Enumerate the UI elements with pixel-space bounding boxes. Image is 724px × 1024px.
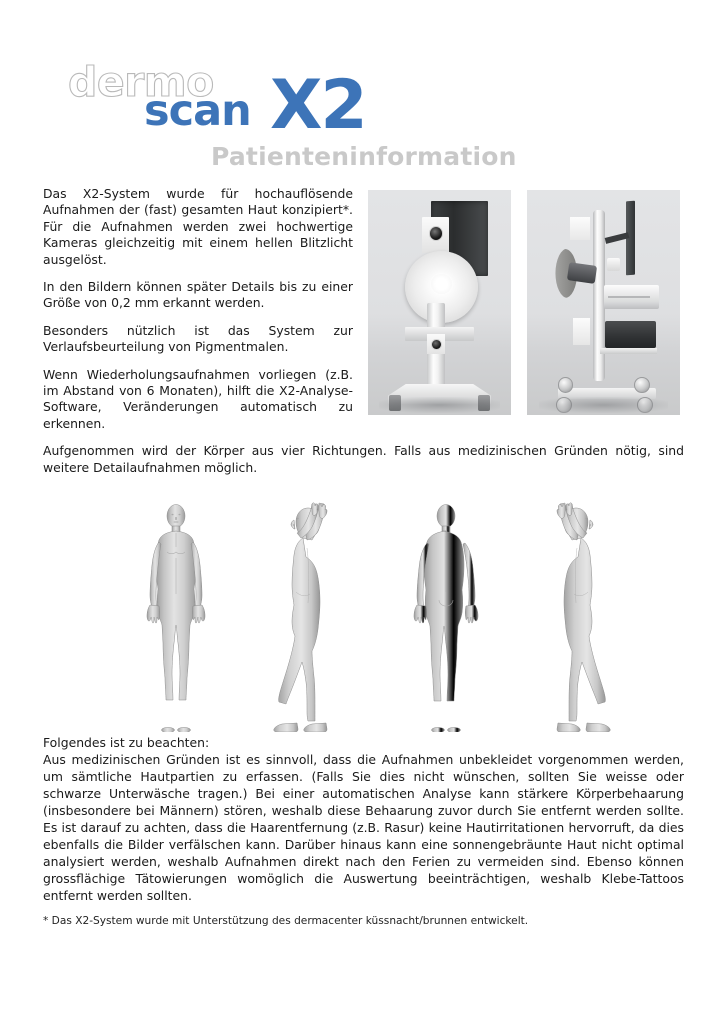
keyboard-drawer: [604, 285, 659, 310]
floor-shadow: [379, 397, 499, 413]
body-right-profile-figure: [528, 500, 624, 732]
caster-wheel-icon: [558, 377, 574, 393]
dermoscan-logo: [68, 58, 398, 145]
intro-paragraph-1: Das X2-System wurde für hochauflösende Aufnahmen der (fast) gesamten Haut konzipiert*. Für die Aufnahmen werden zwei hochwertige Kameras gleichzeitig mit einem hellen Blitzlicht ausgelöst.: [43, 186, 353, 267]
camera-housing-icon: [607, 258, 621, 272]
upper-panel: [570, 217, 590, 240]
intro-text-column: [43, 186, 353, 432]
device-side-view-photo: [527, 190, 680, 415]
shelf: [600, 348, 657, 355]
logo-word-x2: X2: [270, 66, 366, 145]
intro-paragraph-3: Besonders nützlich ist das System zur Verlaufsbeurteilung von Pigmentmalen.: [43, 322, 353, 355]
lower-panel: [573, 318, 590, 345]
body-back-figure: [398, 500, 494, 732]
notice-block: [43, 734, 684, 904]
page-title: Patienteninformation: [211, 142, 517, 171]
notice-heading: Folgendes ist zu beachten:: [43, 735, 210, 750]
floor-shadow: [539, 397, 668, 413]
monitor-icon: [626, 201, 635, 276]
intro-paragraph-4: Wenn Wiederholungsaufnahmen vorliegen (z.B. im Abstand von 6 Monaten), hilft die X2-Analyse-Software, Veränderungen automatisch zu erkennen.: [43, 366, 353, 431]
body-left-profile-figure: [260, 500, 356, 732]
body-front-figure: [128, 500, 224, 732]
caster-wheel-icon: [634, 377, 650, 393]
footnote: * Das X2-System wurde mit Unterstützung des dermacenter küssnacht/brunnen entwickelt.: [43, 915, 529, 927]
body-pose-figures: [110, 500, 670, 732]
device-front-view-photo: [368, 190, 511, 415]
computer-unit: [605, 321, 655, 348]
notice-body: Aus medizinischen Gründen ist es sinnvoll, dass die Aufnahmen unbekleidet vorgenommen werden, um sämtliche Hautpartien zu erfassen. (Falls Sie dies nicht wünschen, sollten Sie weisse oder schwarze Unterwäsche tragen.) Bei einer automatischen Analyse kann stärkere Körperbehaarung (insbesondere bei Männern) stören, weshalb diese Behaarung zuvor durch Sie entfernt werden sollte. Es ist darauf zu achten, dass die Haarentfernung (z.B. Rasur) keine Hautirritationen hervorruft, da dies ebenfalls die Bilder verfälschen kann. Darüber hinaus kann eine sonnengebräunte Haut nicht optimal analysiert werden, weshalb Aufnahmen direkt nach den Ferien zu vermeiden sind. Ebenso können grossflächige Tätowierungen womöglich die Auswertung beeinträchtigen, weshalb Klebe-Tattoos entfernt werden sollten.: [43, 752, 684, 903]
intro-paragraph-2: In den Bildern können später Details bis zu einer Größe von 0,2 mm erkannt werden.: [43, 279, 353, 311]
logo-word-dermo: dermo: [68, 58, 214, 106]
capture-directions-note: Aufgenommen wird der Körper aus vier Richtungen. Falls aus medizinischen Gründen nötig, sind weitere Detailaufnahmen möglich.: [43, 443, 684, 475]
logo-word-scan: scan: [144, 86, 251, 136]
